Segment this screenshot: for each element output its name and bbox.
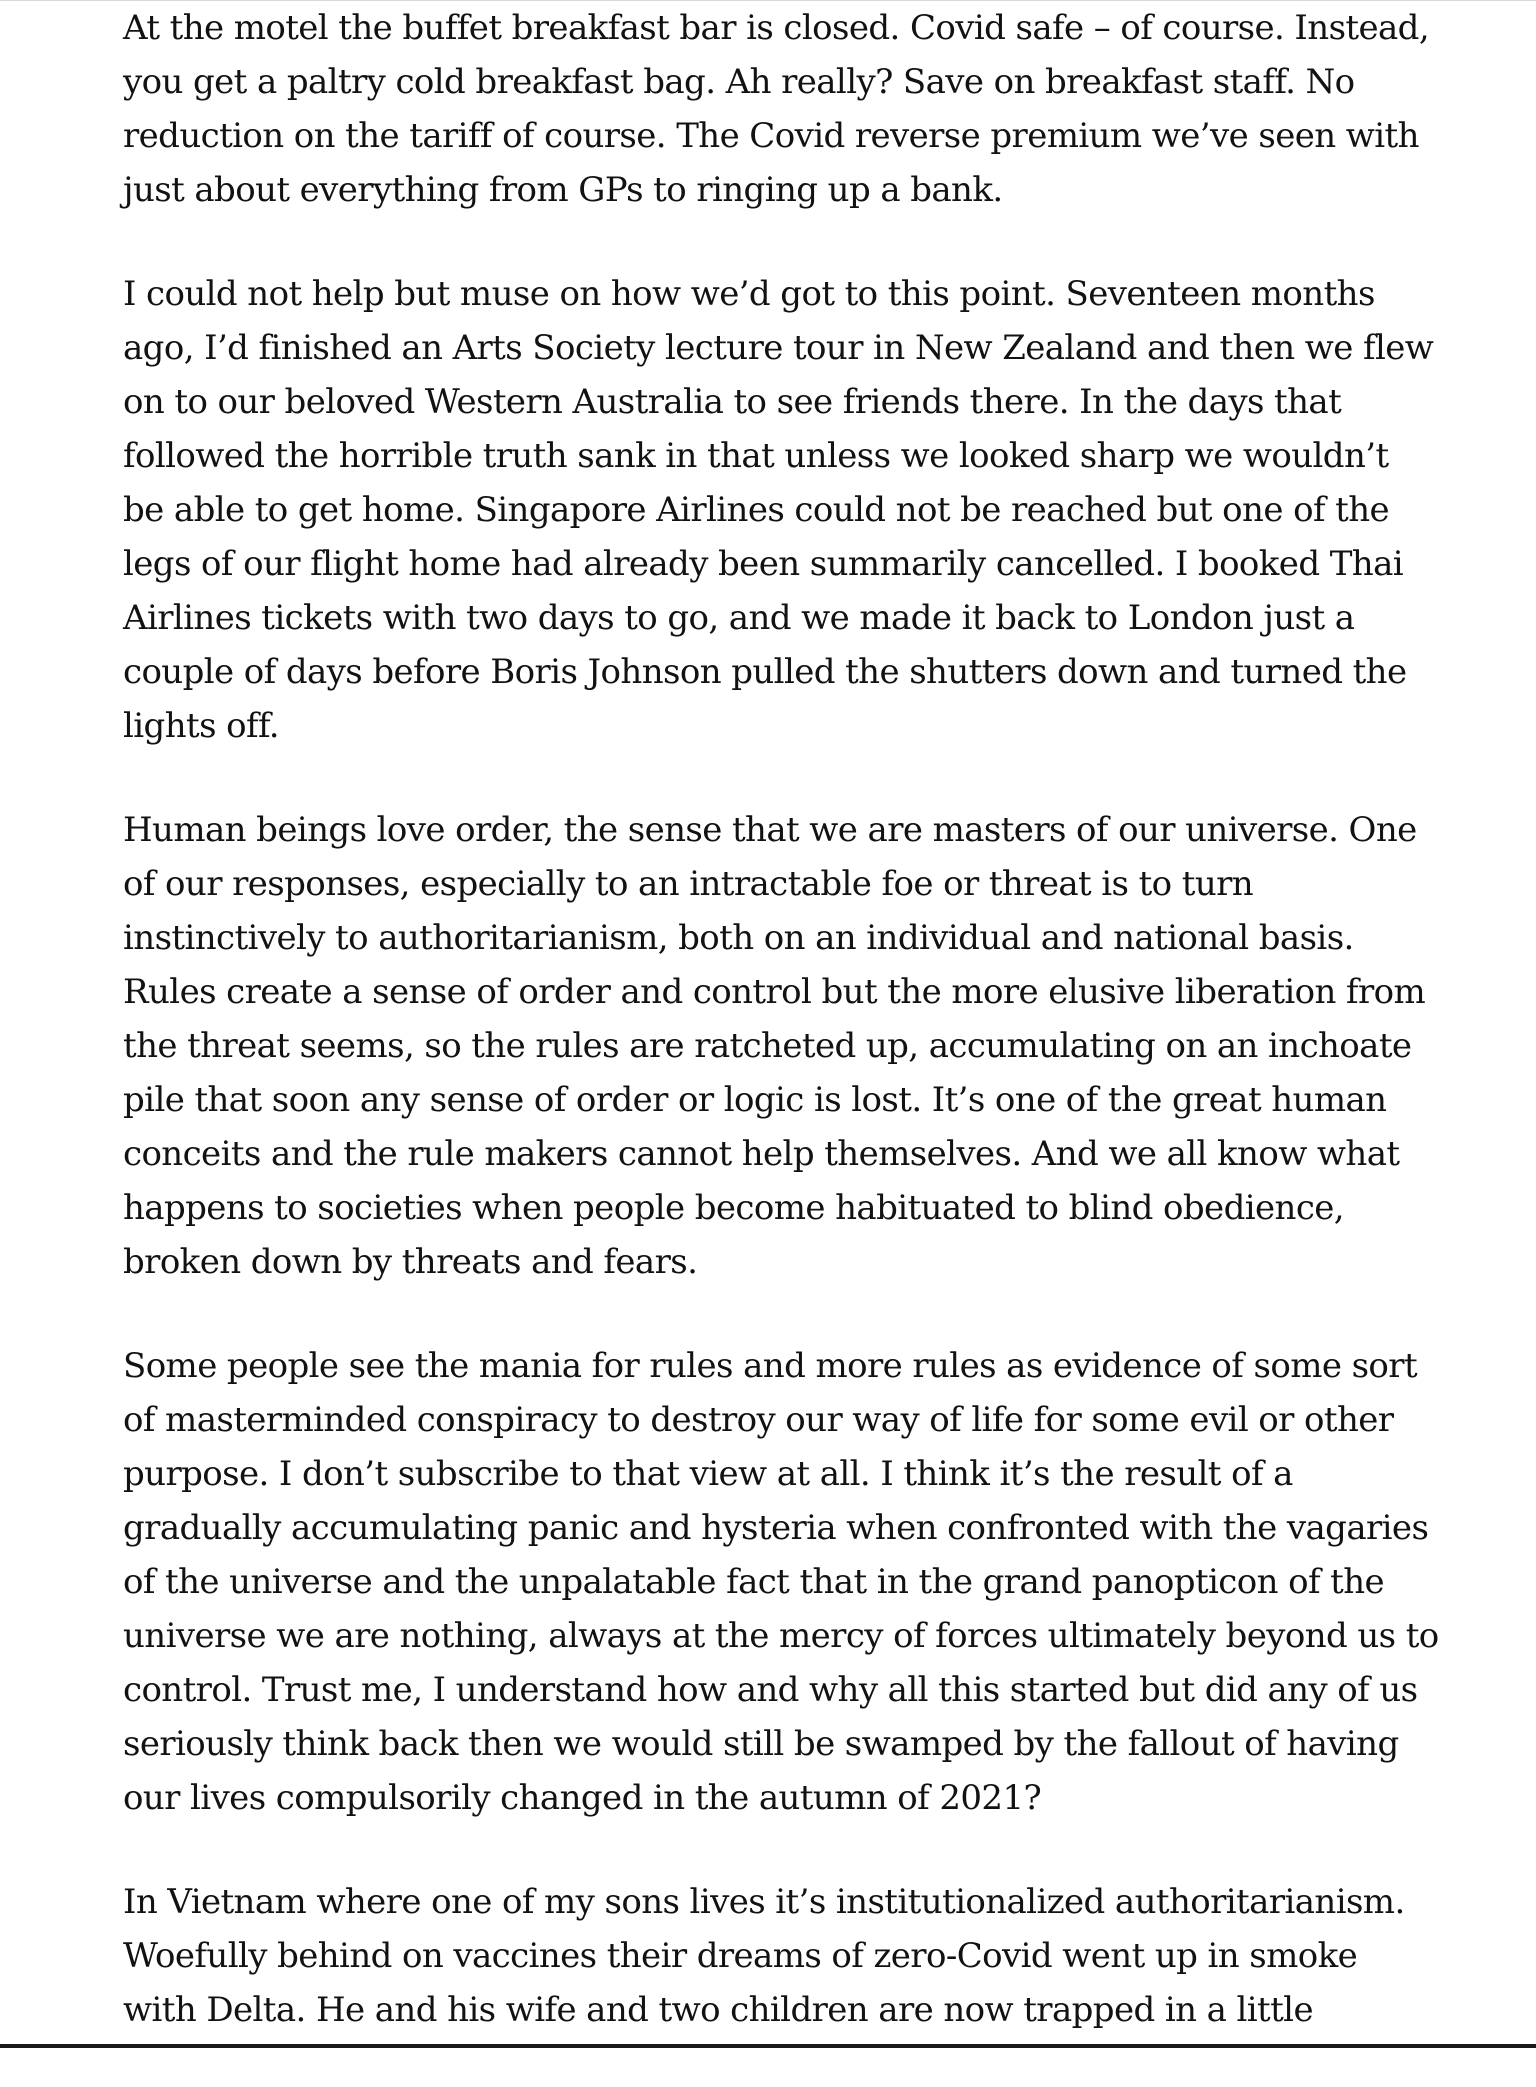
article-body [123,1,1439,2087]
text-line: pile that soon any sense of order or logic is lost. It’s one of the great human [123,1080,1387,1120]
text-line: lights off. [123,706,279,746]
text-line: instinctively to authoritarianism, both on an individual and national basis. [123,918,1354,958]
text-line: Woefully behind on vaccines their dreams of zero-Covid went up in smoke [123,1936,1358,1976]
article-paragraph-5 [123,1875,1423,2037]
bottom-edge-bar [0,2044,1536,2048]
text-line: just about everything from GPs to ringing up a bank. [123,170,1003,210]
text-line: of masterminded conspiracy to destroy our way of life for some evil or other [123,1400,1394,1440]
text-line: our lives compulsorily changed in the autumn of 2021? [123,1778,1042,1818]
text-line: gradually accumulating panic and hysteria when confronted with the vagaries [123,1508,1429,1548]
text-line: Airlines tickets with two days to go, and we made it back to London just a [123,598,1355,638]
text-line: seriously think back then we would still be swamped by the fallout of having [123,1724,1399,1764]
text-line: the threat seems, so the rules are ratcheted up, accumulating on an inchoate [123,1026,1412,1066]
text-line: happens to societies when people become habituated to blind obedience, [123,1188,1344,1228]
text-line: At the motel the buffet breakfast bar is closed. Covid safe – of course. Instead, [123,8,1430,48]
text-line: be able to get home. Singapore Airlines could not be reached but one of the [123,490,1390,530]
text-line: Rules create a sense of order and control but the more elusive liberation from [123,972,1426,1012]
text-line: on to our beloved Western Australia to see friends there. In the days that [123,382,1342,422]
article-paragraph-4 [123,1339,1439,1825]
text-line: control. Trust me, I understand how and why all this started but did any of us [123,1670,1418,1710]
text-line: couple of days before Boris Johnson pulled the shutters down and turned the [123,652,1407,692]
article-paragraph-1 [123,1,1430,217]
text-line: reduction on the tariff of course. The Covid reverse premium we’ve seen with [123,116,1419,156]
text-line: legs of our flight home had already been summarily cancelled. I booked Thai [123,544,1404,584]
text-line: of the universe and the unpalatable fact that in the grand panopticon of the [123,1562,1385,1602]
text-line: broken down by threats and fears. [123,1242,698,1282]
text-line: In Vietnam where one of my sons lives it’s institutionalized authoritarianism. [123,1882,1405,1922]
text-line: followed the horrible truth sank in that unless we looked sharp we wouldn’t [123,436,1389,476]
text-line: I could not help but muse on how we’d got to this point. Seventeen months [123,274,1375,314]
text-line: purpose. I don’t subscribe to that view at all. I think it’s the result of a [123,1454,1293,1494]
text-line: universe we are nothing, always at the mercy of forces ultimately beyond us to [123,1616,1439,1656]
article-paragraph-3 [123,803,1426,1289]
text-line: Human beings love order, the sense that we are masters of our universe. One [123,810,1417,850]
article-paragraph-2 [123,267,1434,753]
text-line: with Delta. He and his wife and two children are now trapped in a little [123,1990,1313,2030]
text-line: you get a paltry cold breakfast bag. Ah really? Save on breakfast staff. No [123,62,1355,102]
text-line: of our responses, especially to an intractable foe or threat is to turn [123,864,1254,904]
text-line: Some people see the mania for rules and more rules as evidence of some sort [123,1346,1418,1386]
text-line: ago, I’d finished an Arts Society lecture tour in New Zealand and then we flew [123,328,1434,368]
text-line: conceits and the rule makers cannot help themselves. And we all know what [123,1134,1400,1174]
